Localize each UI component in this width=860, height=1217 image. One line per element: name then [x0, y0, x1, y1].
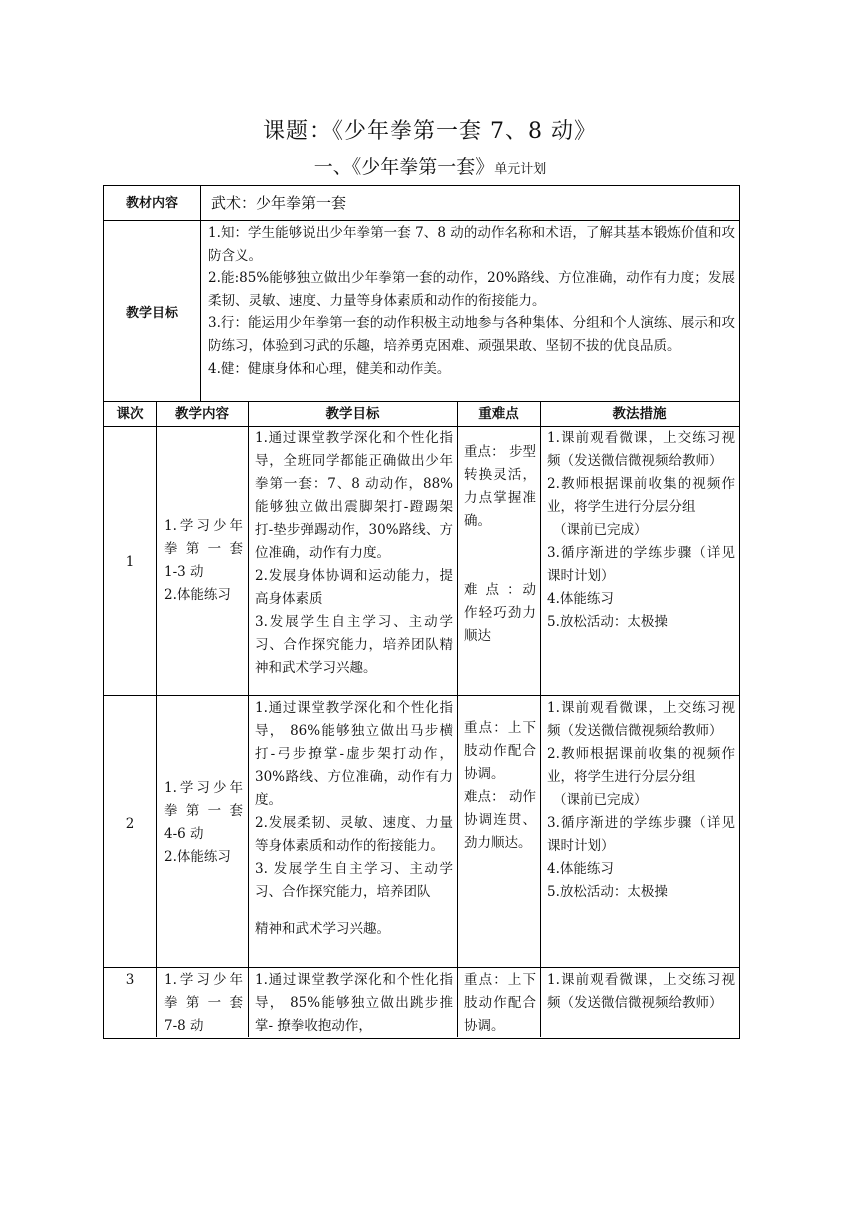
method-item: 1.课前观看微课，上交练习视频（发送微信微视频给教师）	[547, 430, 735, 469]
teaching-methods	[547, 427, 735, 634]
goals-label: 教学目标	[125, 306, 178, 321]
page-title: 课题：《少年拳第一套 7、8 动》	[263, 119, 597, 144]
header-key-points: 重难点	[478, 406, 519, 422]
section-title-suffix: 单元计划	[494, 162, 547, 177]
unit-goals	[208, 222, 735, 380]
header-teaching-goals: 教学目标	[325, 406, 380, 422]
header-lesson-no: 课次	[116, 406, 144, 422]
difficult-point: 难 点 ：动作轻巧劲力顺达	[464, 582, 536, 644]
difficult-point: 难点： 动作协调连贯、 劲力顺达。	[464, 789, 536, 851]
lesson-content	[164, 515, 243, 607]
lesson-number: 1	[125, 554, 135, 570]
method-item: 4.体能练习	[547, 861, 614, 877]
method-item: 2.教师根据课前收集的视频作业，将学生进行分层分组	[547, 476, 735, 515]
content-item: 1.学习少年拳 第 一 套 7-8 动	[164, 972, 243, 1034]
goal-item: 2.发展柔韧、灵敏、速度、力量等身体素质和动作的衔接能力。	[255, 815, 453, 854]
method-item: 5.放松活动：太极操	[547, 614, 668, 630]
content-value: 武术：少年拳第一套	[211, 194, 347, 212]
unit-goal-item: 3.行：能运用少年拳第一套的动作积极主动地参与各种集体、分组和个人演练、展示和攻防练习，体验到习武的乐趣，培养勇克困难、顽强果敢、坚韧不拔的优良品质。	[208, 315, 735, 354]
section-title-main: 一、《少年拳第一套》	[313, 156, 495, 178]
header-methods: 教法措施	[612, 406, 667, 422]
content-label: 教材内容	[125, 196, 178, 211]
lesson-table	[103, 401, 740, 1039]
lesson-content	[164, 969, 243, 1038]
goal-item: 精神和武术学习兴趣。	[255, 921, 390, 937]
goal-item: 1.通过课堂教学深化和个性化指导， 85%能够独立做出跳步推掌- 撩拳收抱动作，	[255, 972, 453, 1034]
method-item: 4.体能练习	[547, 591, 614, 607]
key-point: 重点： 步型转换灵活， 力点掌握准确。	[464, 444, 536, 529]
key-point: 重点：上下肢动作配合协调。	[464, 720, 536, 782]
goal-item: 2.发展身体协调和运动能力，提高身体素质	[255, 568, 453, 607]
method-item: 1.课前观看微课，上交练习视频（发送微信微视频给教师）	[547, 972, 735, 1011]
lesson-number: 3	[125, 972, 135, 988]
header-teaching-content: 教学内容	[175, 406, 229, 422]
lesson-content	[164, 777, 243, 869]
content-item: 2.体能练习	[164, 849, 231, 865]
unit-goal-item: 1.知：学生能够说出少年拳第一套 7、8 动的动作名称和术语，了解其基本锻炼价值和攻防含义。	[208, 225, 735, 264]
unit-table	[103, 185, 740, 402]
method-item: 3.循序渐进的学练步骤（详见课时计划）	[547, 545, 735, 584]
method-item: 5.放松活动：太极操	[547, 884, 668, 900]
method-item: 2.教师根据课前收集的视频作业，将学生进行分层分组	[547, 746, 735, 785]
content-item: 1.学习少年拳 第 一 套 4-6 动	[164, 780, 243, 842]
goal-item: 1.通过课堂教学深化和个性化指导，全班同学都能正确做出少年拳第一套：7、8 动动作，88%能够独立做出震脚架打-蹬踢架打-垫步弹踢动作，30%路线、方位准确，动作有力度。	[255, 430, 453, 561]
method-item: （课前已完成）	[553, 522, 648, 538]
goal-item: 3. 发展学生自主学习、主动学习、合作探究能力，培养团队	[255, 861, 453, 900]
section-title	[0, 152, 860, 179]
content-item: 1.学习少年拳 第 一 套 1-3 动	[164, 518, 243, 580]
teaching-methods	[547, 969, 735, 1015]
method-item: （课前已完成）	[553, 792, 648, 808]
content-item: 2.体能练习	[164, 587, 231, 603]
method-item: 3.循序渐进的学练步骤（详见课时计划）	[547, 815, 735, 854]
goal-item: 3.发展学生自主学习、主动学习、合作探究能力，培养团队精神和武术学习兴趣。	[255, 614, 453, 676]
lesson-goals	[255, 969, 453, 1038]
method-item: 1.课前观看微课，上交练习视频（发送微信微视频给教师）	[547, 700, 735, 739]
lesson-goals	[255, 697, 453, 941]
key-point: 重点：上下肢动作配合协调。	[464, 972, 536, 1034]
unit-goal-item: 4.健：健康身体和心理，健美和动作美。	[208, 360, 451, 377]
teaching-methods	[547, 697, 735, 904]
lesson-number: 2	[125, 816, 135, 832]
lesson-goals	[255, 427, 453, 680]
unit-goal-item: 2.能:85%能够独立做出少年拳第一套的动作，20%路线、方位准确，动作有力度；发展柔韧、灵敏、速度、力量等身体素质和动作的衔接能力。	[208, 270, 735, 309]
goal-item: 1.通过课堂教学深化和个性化指导， 86%能够独立做出马步横打-弓步撩掌-虚步架打动作，30%路线、方位准确，动作有力度。	[255, 700, 453, 808]
